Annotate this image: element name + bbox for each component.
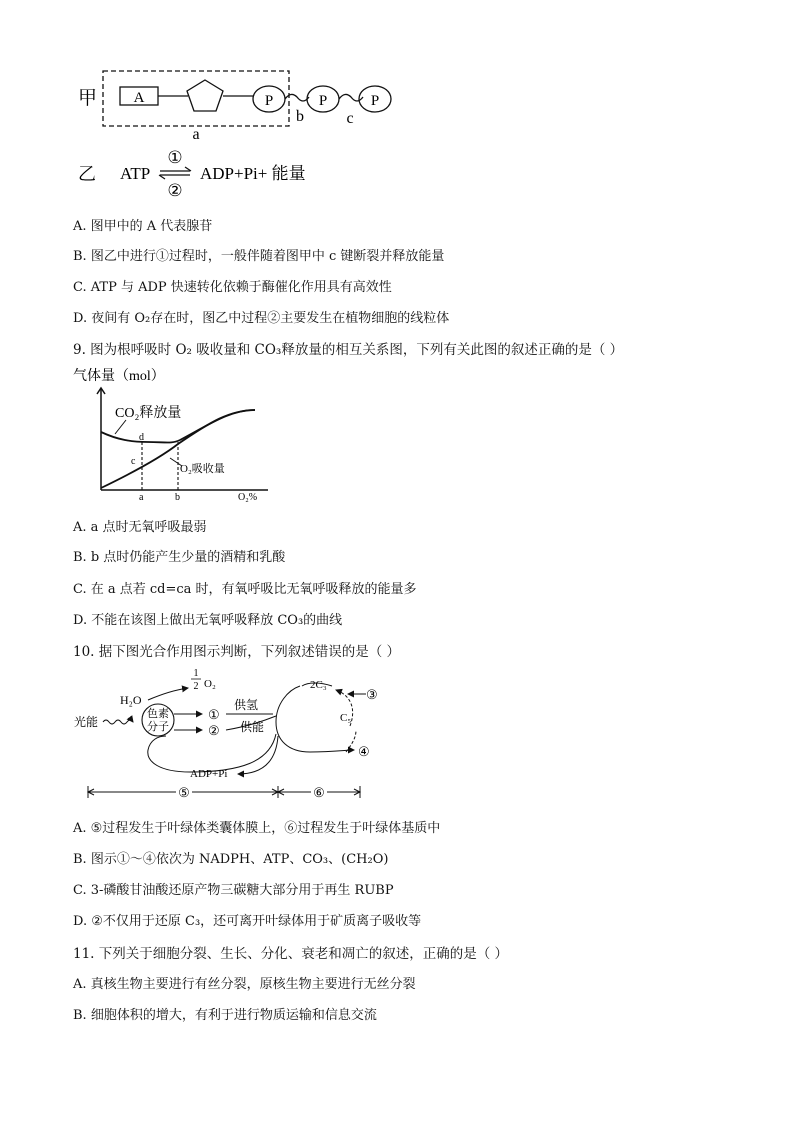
pigment-label-2: 分子 [147, 721, 169, 733]
q10-option-c: C. 3-磷酸甘油酸还原产物三碳糖大部分用于再生 RUBP [73, 883, 394, 898]
q8-option-a: A. 图甲中的 A 代表腺苷 [73, 219, 213, 234]
o2-product: O₂ [204, 678, 216, 690]
q8-option-d: D. 夜间有 O₂存在时，图乙中过程②主要发生在植物细胞的线粒体 [73, 311, 450, 326]
half-numerator: 1 [193, 668, 199, 679]
chart-ylabel: 气体量（mol） [73, 369, 165, 384]
process-1-mark: ① [167, 148, 183, 167]
process-2-mark: ② [167, 181, 183, 200]
light-energy-label: 光能 [74, 715, 99, 729]
photosynthesis-diagram [70, 664, 390, 806]
supply-energy-label: 供能 [240, 720, 265, 734]
q10-option-d: D. ②不仅用于还原 C₃，还可离开叶绿体用于矿质离子吸收等 [73, 914, 422, 929]
marker-1: ① [208, 707, 220, 722]
c3-label: 2C₃ [310, 679, 327, 691]
dashed-box-a [103, 71, 289, 126]
q10-option-a: A. ⑤过程发生于叶绿体类囊体膜上，⑥过程发生于叶绿体基质中 [73, 821, 441, 836]
marker-4: ④ [358, 744, 370, 759]
q11-option-a: A. 真核生物主要进行有丝分裂，原核生物主要进行无丝分裂 [73, 977, 416, 992]
point-a: a [139, 492, 144, 502]
q9-option-a: A. a 点时无氧呼吸最弱 [73, 520, 207, 535]
q10-option-b: B. 图示①～④依次为 NADPH、ATP、CO₃、(CH₂O) [73, 852, 389, 867]
phosphate-2-label: P [318, 93, 328, 109]
q9-stem: 9. 图为根呼吸时 O₂ 吸收量和 CO₃释放量的相互关系图，下列有关此图的叙述正确的是（ ） [73, 342, 624, 358]
o2-label: O₂吸收量 [180, 463, 225, 475]
q11-stem: 11. 下列关于细胞分裂、生长、分化、衰老和凋亡的叙述，正确的是（ ） [73, 946, 509, 962]
ribose-pentagon [187, 80, 223, 111]
c5-label: C₅ [340, 712, 352, 724]
fig-yi-label: 乙 [78, 164, 96, 184]
marker-6: ⑥ [313, 785, 325, 800]
chart-xlabel: O₂% [238, 492, 258, 502]
q8-option-c: C. ATP 与 ADP 快速转化依赖于酶催化作用具有高效性 [73, 280, 392, 295]
q9-option-d: D. 不能在该图上做出无氧呼吸释放 CO₃的曲线 [73, 613, 343, 628]
adp-pi-label: ADP+Pi [190, 768, 228, 780]
pigment-label-1: 色素 [147, 708, 169, 720]
atp-text: ATP [120, 164, 151, 183]
point-b: b [175, 492, 180, 502]
label-c: c [346, 110, 354, 127]
q9-option-c: C. 在 a 点若 cd=ca 时，有氧呼吸比无氧呼吸释放的能量多 [73, 582, 417, 597]
marker-2: ② [208, 723, 220, 738]
marker-3: ③ [366, 687, 378, 702]
point-c: c [131, 456, 136, 467]
q11-option-b: B. 细胞体积的增大，有利于进行物质运输和信息交流 [73, 1008, 377, 1023]
point-d: d [139, 432, 144, 443]
co2-label: CO₂释放量 [115, 406, 182, 421]
q10-stem: 10. 据下图光合作用图示判断，下列叙述错误的是（ ） [73, 644, 401, 660]
phosphate-3-label: P [370, 93, 380, 109]
supply-hydrogen-label: 供氢 [234, 698, 259, 712]
respiration-gas-chart [70, 362, 290, 502]
adp-pi-energy-text: ADP+Pi+ 能量 [200, 164, 306, 183]
marker-5: ⑤ [178, 785, 190, 800]
q8-option-b: B. 图乙中进行①过程时，一般伴随着图甲中 c 键断裂并释放能量 [73, 249, 445, 264]
atp-reaction-figure [70, 146, 370, 202]
label-b: b [296, 108, 304, 125]
atp-structure-figure [70, 66, 410, 146]
label-a: a [192, 126, 200, 143]
phosphate-1-label: P [264, 93, 274, 109]
adenine-label: A [133, 90, 145, 106]
half-denominator: 2 [193, 681, 199, 692]
fig-jia-label: 甲 [78, 88, 98, 109]
q9-option-b: B. b 点时仍能产生少量的酒精和乳酸 [73, 550, 286, 565]
water-label: H₂O [120, 693, 142, 707]
